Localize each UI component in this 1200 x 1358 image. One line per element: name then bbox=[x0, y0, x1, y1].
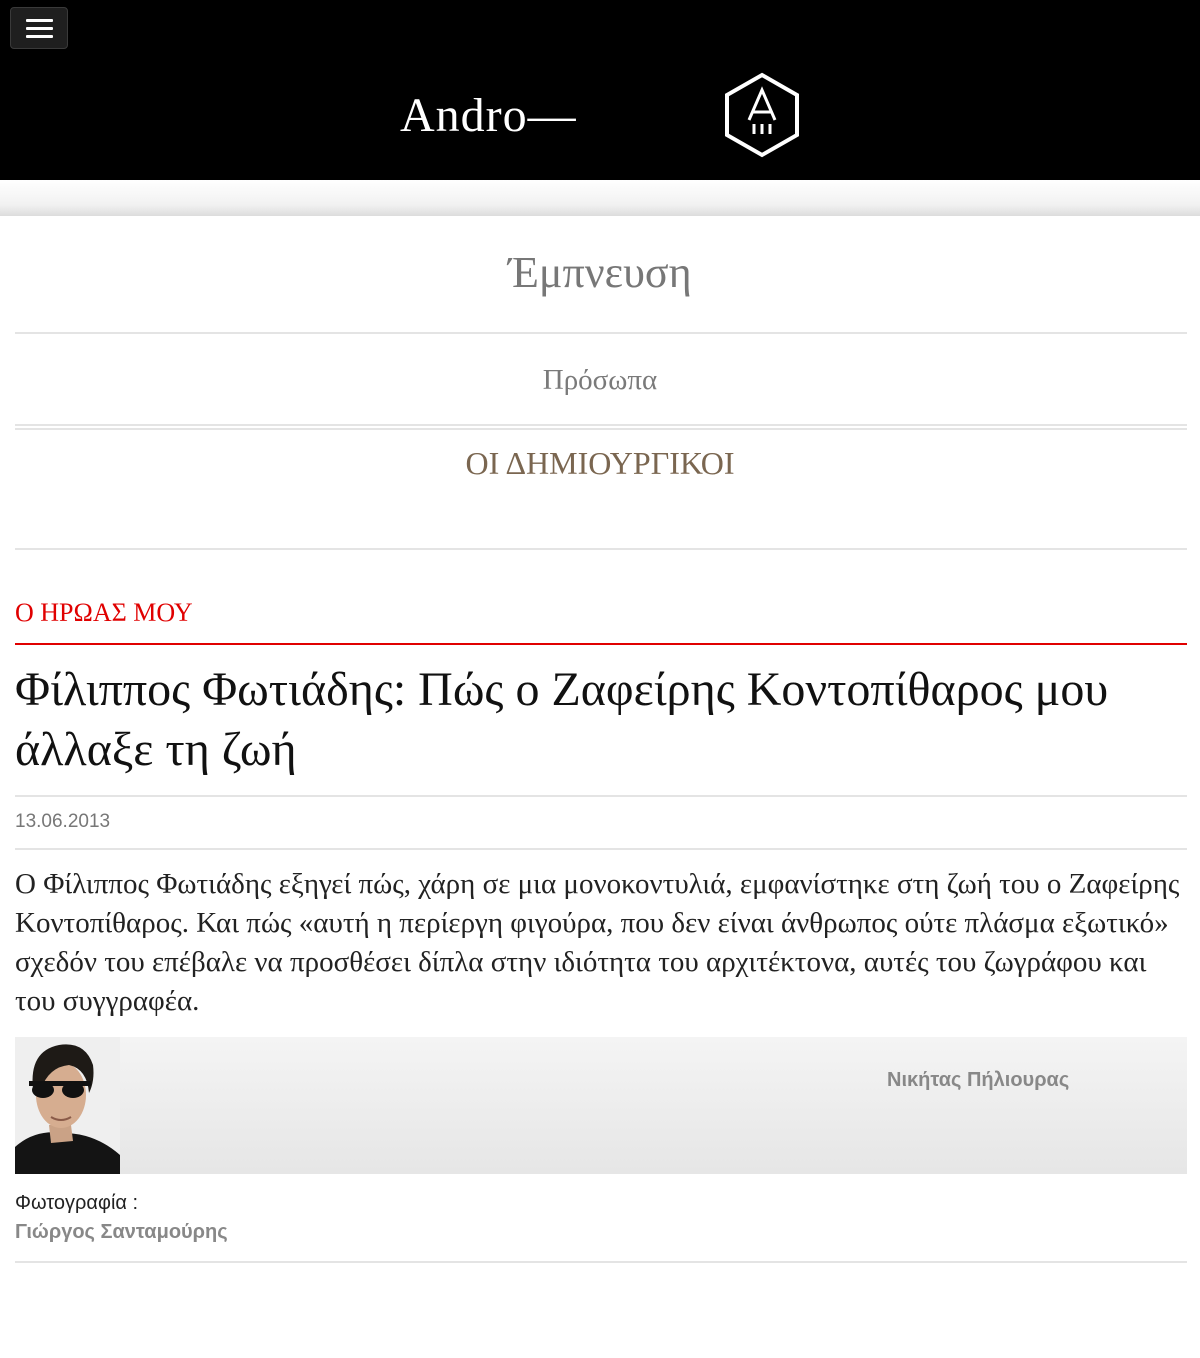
hamburger-menu-icon[interactable] bbox=[10, 7, 68, 49]
category-link[interactable]: ΟΙ ΔΗΜΙΟΥΡΓΙΚΟΙ bbox=[465, 445, 735, 481]
photo-credit[interactable]: Γιώργος Σανταμούρης bbox=[15, 1221, 228, 1243]
author-name[interactable]: Νικήτας Πήλιουρας bbox=[887, 1069, 1070, 1091]
subsection-link[interactable]: Πρόσωπα bbox=[542, 364, 658, 396]
author-avatar[interactable] bbox=[15, 1037, 120, 1174]
article-lead: Ο Φίλιππος Φωτιάδης εξηγεί πώς, χάρη σε μια μονοκοντυλιά, εμφανίστηκε στη ζωή του ο Ζαφείρης Κοντοπίθαρος. Και πώς «αυτή η περίεργη φιγούρα, που δεν είναι άνθρωπος ούτε πλάσμα εξωτικό» σχεδόν του επέβαλε να προσθέσει δίπλα στην ιδιότητα του αρχιτέκτονα, αυτές του ζωγράφου και του συγγραφέα. bbox=[15, 868, 1180, 1017]
kicker-underline bbox=[15, 643, 1187, 645]
divider bbox=[15, 795, 1187, 797]
divider bbox=[15, 428, 1187, 430]
site-header bbox=[0, 0, 1200, 180]
header-shadow bbox=[0, 180, 1200, 216]
article-kicker[interactable]: Ο ΗΡΩΑΣ ΜΟΥ bbox=[15, 598, 193, 627]
divider bbox=[15, 1261, 1187, 1263]
section-title[interactable]: Έμπνευση bbox=[508, 248, 692, 297]
photo-label: Φωτογραφία : bbox=[15, 1192, 139, 1214]
divider bbox=[15, 848, 1187, 850]
article-date: 13.06.2013 bbox=[15, 811, 111, 832]
site-logo-text[interactable]: Andro— bbox=[400, 89, 577, 142]
hexagon-a-icon[interactable] bbox=[724, 72, 800, 158]
author-box bbox=[15, 1037, 1187, 1174]
divider bbox=[15, 332, 1187, 334]
divider bbox=[15, 424, 1187, 426]
divider bbox=[15, 548, 1187, 550]
article-title: Φίλιππος Φωτιάδης: Πώς ο Ζαφείρης Κοντοπίθαρος μου άλλαξε τη ζωή bbox=[15, 663, 1109, 776]
